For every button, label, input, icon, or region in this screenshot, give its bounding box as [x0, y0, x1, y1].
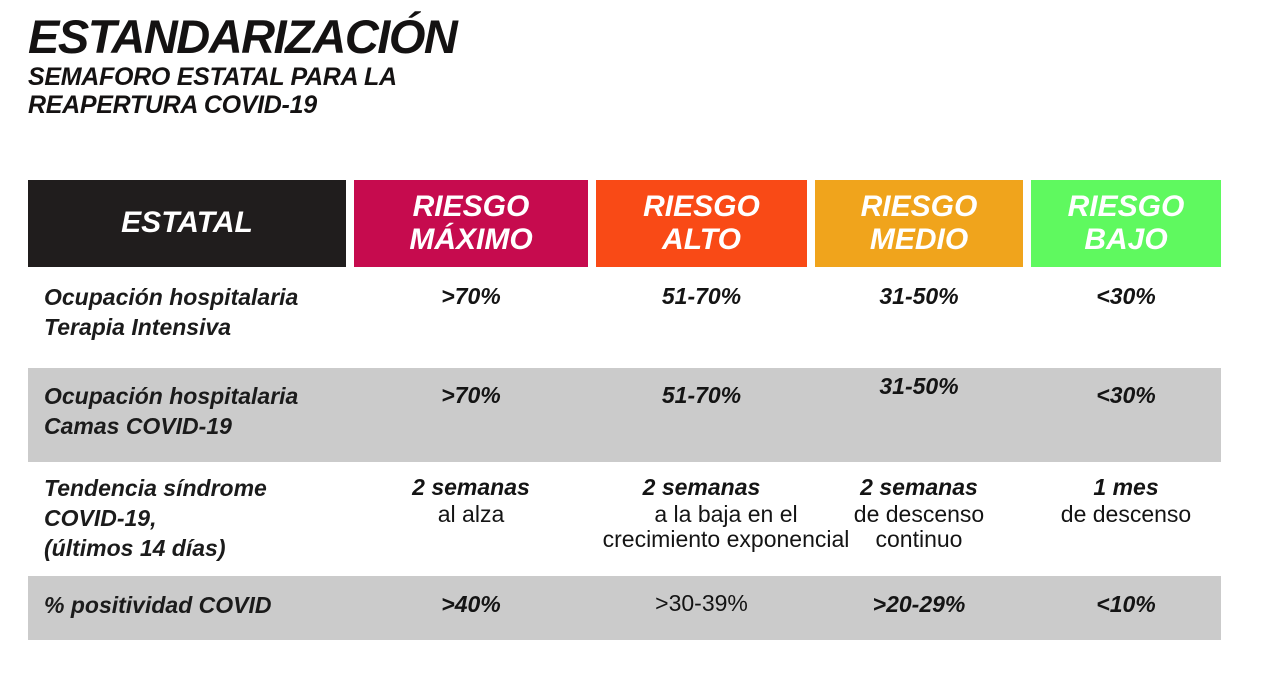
- cell-value: a la baja en el crecimiento exponencial: [602, 500, 850, 553]
- cell-bajo: [1031, 462, 1221, 576]
- cell-value: 2 semanas: [860, 474, 978, 500]
- row-label-line: (últimos 14 días): [44, 534, 226, 561]
- row-label: [28, 576, 346, 640]
- cell-maximo: [354, 368, 588, 462]
- subtitle-line-2: REAPERTURA COVID-19: [28, 91, 317, 120]
- row-label-line: Ocupación hospitalaria: [44, 284, 299, 310]
- cell-value: >70%: [441, 283, 501, 309]
- subtitle-line-1: SEMAFORO ESTATAL PARA LA: [28, 63, 397, 92]
- row-label-line: Terapia Intensiva: [44, 313, 232, 340]
- title-block: [28, 12, 456, 119]
- cell-value: >70%: [441, 382, 501, 408]
- cell-maximo: [354, 267, 588, 368]
- cell-bajo: [1031, 368, 1221, 462]
- cell-maximo: [354, 576, 588, 640]
- cell-value: <30%: [1096, 382, 1156, 408]
- cell-bajo: [1031, 267, 1221, 368]
- semaforo-table: [28, 180, 1221, 640]
- table-row-tendencia-sindrome: [28, 462, 1221, 576]
- header-label: MÁXIMO: [409, 222, 533, 256]
- cell-value: >30-39%: [655, 590, 748, 616]
- header-label: BAJO: [1084, 222, 1168, 256]
- cell-value: 51-70%: [661, 382, 742, 408]
- cell-value: >20-29%: [872, 591, 966, 617]
- header-label: ALTO: [662, 222, 741, 256]
- table-header-row: [28, 180, 1221, 267]
- cell-value: de descenso continuo: [853, 500, 985, 553]
- header-label: RIESGO: [643, 190, 760, 224]
- cell-value: 31-50%: [879, 373, 959, 399]
- row-label-line: % positividad COVID: [44, 592, 272, 618]
- row-label: [28, 267, 346, 368]
- cell-value: <10%: [1096, 591, 1156, 617]
- cell-value: al alza: [437, 500, 505, 527]
- cell-value: >40%: [441, 591, 501, 617]
- table-row-camas-covid: [28, 368, 1221, 462]
- header-label: RIESGO: [1067, 190, 1185, 224]
- table-row-positividad: [28, 576, 1221, 640]
- cell-medio: [815, 462, 1023, 576]
- row-label: [28, 462, 346, 576]
- header-label: ESTATAL: [121, 206, 253, 240]
- cell-value: 1 mes: [1093, 474, 1159, 500]
- row-label-line: COVID-19,: [44, 504, 157, 531]
- header-label: RIESGO: [412, 190, 530, 224]
- header-riesgo-medio: [815, 180, 1023, 267]
- table-row-terapia-intensiva: [28, 267, 1221, 368]
- cell-alto: [596, 267, 807, 368]
- cell-alto: [596, 462, 850, 576]
- cell-value: de descenso: [1060, 500, 1192, 527]
- row-label: [28, 368, 346, 462]
- cell-value: <30%: [1096, 283, 1156, 309]
- cell-bajo: [1031, 576, 1221, 640]
- cell-value: 2 semanas: [642, 474, 761, 500]
- row-label-line: Tendencia síndrome: [44, 475, 267, 501]
- header-riesgo-maximo: [354, 180, 588, 267]
- page-subtitle: [28, 63, 456, 119]
- cell-value: 2 semanas: [412, 474, 530, 500]
- header-riesgo-bajo: [1031, 180, 1221, 267]
- cell-maximo: [354, 462, 588, 576]
- cell-value: 51-70%: [661, 283, 742, 309]
- page-title: ESTANDARIZACIÓN: [28, 10, 457, 63]
- header-riesgo-alto: [596, 180, 807, 267]
- header-estatal: [28, 180, 346, 267]
- header-label: MEDIO: [869, 222, 969, 256]
- cell-alto: [596, 576, 807, 640]
- row-label-line: Camas COVID-19: [44, 412, 232, 439]
- cell-medio: [815, 267, 1023, 368]
- row-label-line: Ocupación hospitalaria: [44, 383, 299, 409]
- cell-value: 31-50%: [879, 283, 959, 309]
- header-label: RIESGO: [860, 190, 978, 224]
- cell-medio: [815, 359, 1023, 453]
- cell-medio: [815, 576, 1023, 640]
- cell-alto: [596, 368, 807, 462]
